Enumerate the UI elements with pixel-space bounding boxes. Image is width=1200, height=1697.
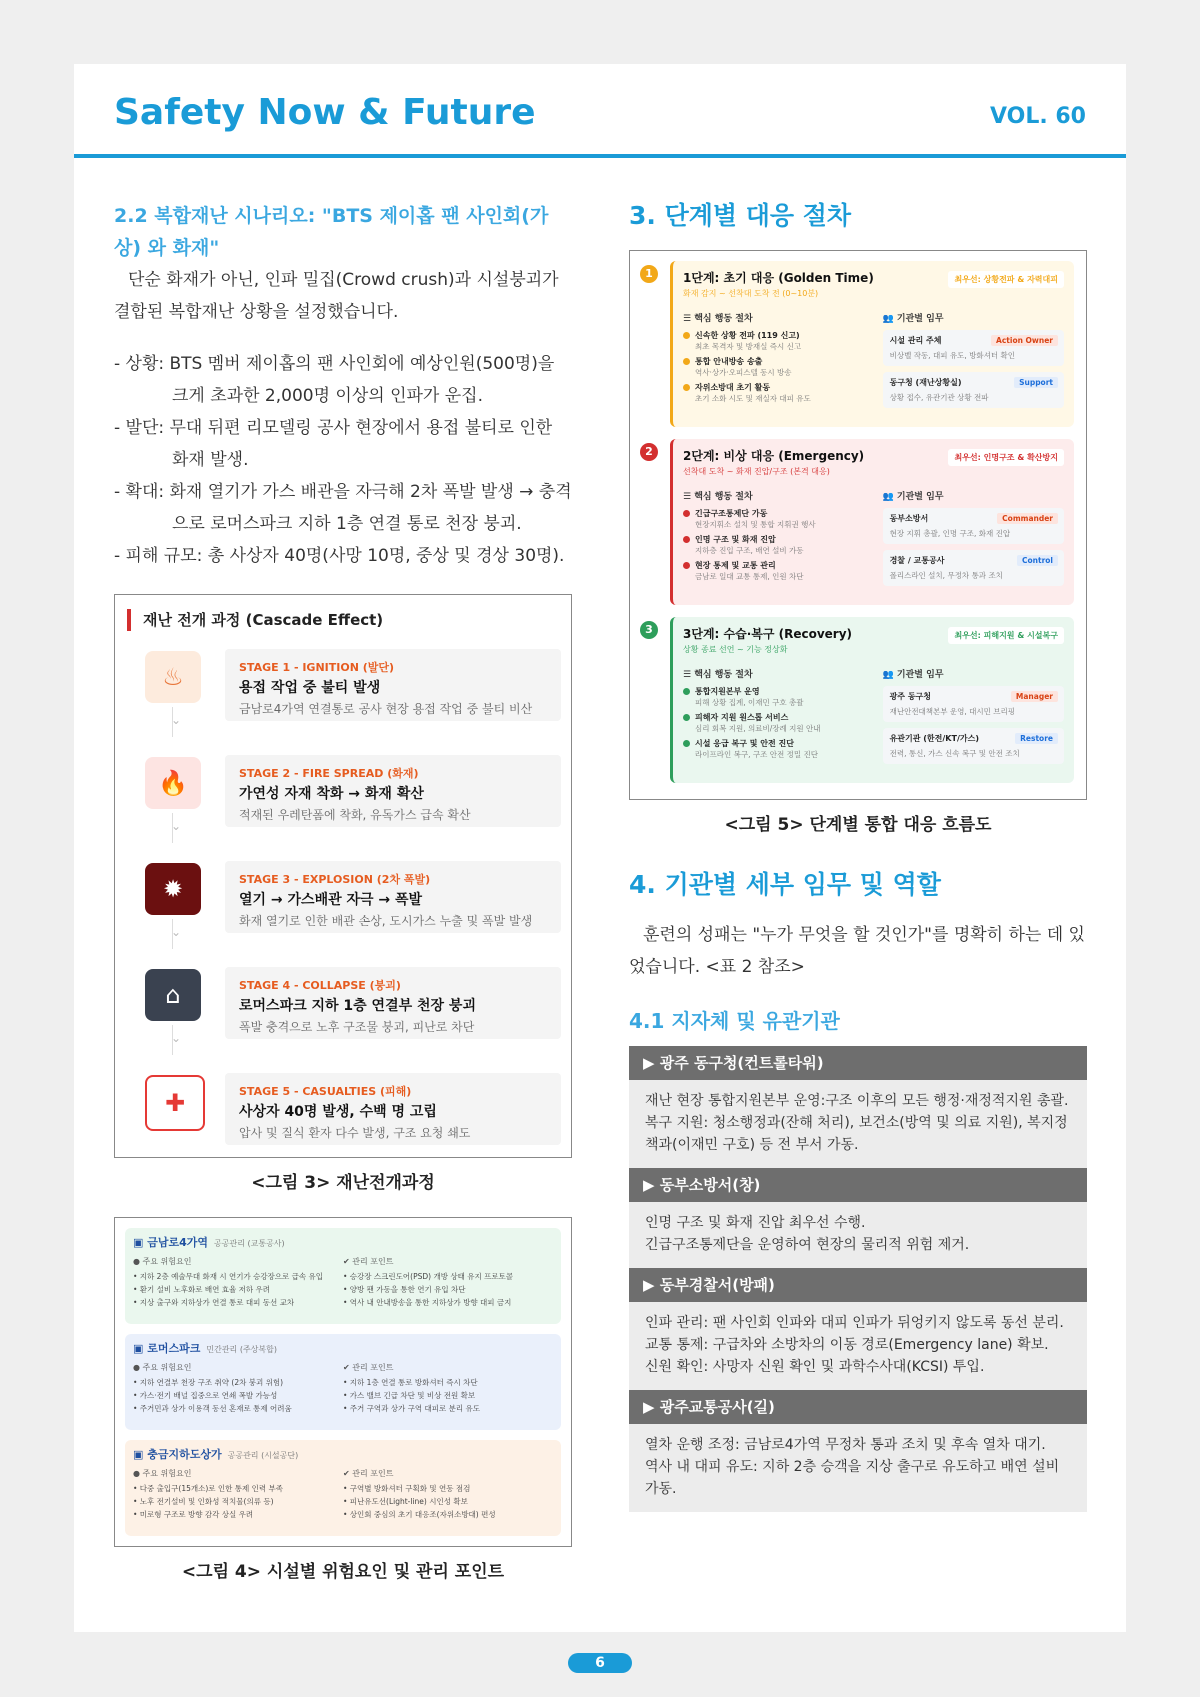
risk-label [133,1256,343,1267]
agency-block [629,1168,1087,1268]
agency-block-body [629,1302,1087,1390]
agency-description: 전력, 통신, 가스 신속 복구 및 안전 조치 [889,749,1020,758]
priority-badge: 최우선: 피해지원 & 시설복구 [948,627,1064,644]
agency-name: 유관기관 (한전/KT/가스) [889,734,979,743]
action-label: ☰ 핵심 행동 절차 [683,670,753,680]
cascade-stage [125,861,561,949]
risk-label [133,1362,343,1373]
phase-title: 2단계: 비상 대응 (Emergency) [683,449,865,463]
right-column [629,200,1087,1512]
agency-card [883,330,1064,366]
scenario-bullet: - 발단: 무대 뒤편 리모델링 공사 현장에서 용접 불티로 인한 화재 발생. [114,418,553,470]
agency-block-header: ▶ 광주교통공사(길) [629,1390,1087,1424]
agency-description: 폴리스라인 설치, 무정차 통과 조치 [889,571,1003,580]
check-circle-icon [683,332,690,339]
section-4-heading: 4. 기관별 세부 임무 및 역할 [629,870,941,899]
management-item: • 주거 구역과 상가 구역 대피로 분리 유도 [343,1404,481,1413]
action-item [683,534,883,545]
facility-figure [114,1217,572,1547]
risk-item: • 미로형 구조로 방향 감각 상실 우려 [133,1510,254,1519]
response-flow-figure [629,250,1087,800]
agency-column [883,489,1064,592]
action-detail: 라이프라인 복구, 구조 안전 정밀 진단 [695,750,818,759]
agency-blocks [629,1046,1087,1512]
check-circle-icon [683,688,690,695]
agency-card [883,508,1064,544]
agency-card [883,372,1064,408]
scenario-bullet: - 확대: 화재 열기가 가스 배관을 자극해 2차 폭발 발생 → 충격으로 로머스파크 지하 1층 연결 통로 천장 붕괴. [114,482,572,534]
scenario-bullet: - 상황: BTS 멤버 제이홉의 팬 사인회에 예상인원(500명)을 크게 초과한 2,000명 이상의 인파가 운집. [114,354,555,406]
phase-body [683,311,1064,414]
agency-name: 시설 관리 주체 [889,336,942,345]
check-icon: ✔ [343,1363,353,1372]
management-item: • 승강장 스크린도어(PSD) 개방 상태 유지 프로토콜 [343,1272,514,1281]
action-title: 현장 통제 및 교통 관리 [695,561,776,570]
action-label: ☰ 핵심 행동 절차 [683,314,753,324]
stage-card [225,649,561,721]
management-label [343,1256,553,1267]
agency-duty-line: 재난 현장 통합지원본부 운영:구조 이후의 모든 행정·재정적지원 총괄. [645,1093,1069,1109]
check-circle-icon [683,510,690,517]
check-circle-icon [683,740,690,747]
risk-item: • 주거민과 상가 이용객 동선 혼재로 통제 어려움 [133,1404,292,1413]
publication-title: Safety Now & Future [114,92,536,133]
figure-5-caption: <그림 5> 단계별 통합 대응 흐름도 [724,815,992,835]
action-item [683,330,883,341]
response-phase [640,617,1074,789]
management-column [343,1468,553,1521]
explosion-icon: ✹ [145,863,201,915]
agency-role-badge: Control [1017,555,1058,566]
figure-3-caption: <그림 3> 재난전개과정 [251,1173,435,1193]
stage-title: 가연성 자재 착화 → 화재 확산 [239,786,424,802]
agency-card [883,728,1064,764]
building-icon: ▣ [133,1236,148,1249]
risk-label [133,1468,343,1479]
facility-section [125,1228,561,1324]
phase-number: 3 [640,621,658,639]
section-2-2-heading: 2.2 복합재난 시나리오: "BTS 제이홉 팬 사인회(가상) 와 화재" [114,205,549,259]
agency-label: 👥 기관별 임무 [882,492,944,502]
agency-label: 👥 기관별 임무 [882,670,944,680]
action-detail: 최초 목격자 및 방재실 즉시 신고 [695,342,802,351]
stage-title: 용접 작업 중 불티 발생 [239,680,381,696]
agency-duty-line: 인명 구조 및 화재 진압 최우선 수행. [645,1215,866,1231]
stage-description: 압사 및 질식 환자 다수 발생, 구조 요청 쇄도 [239,1126,471,1140]
agency-name: 동부소방서 [889,514,929,523]
action-detail: 피해 상황 집계, 이재민 구호 총괄 [695,698,804,707]
agency-role-badge: Support [1014,377,1058,388]
agency-role-badge: Manager [1011,691,1058,702]
warning-icon: ● [133,1469,143,1478]
cascade-stage [125,649,561,737]
management-item: • 역사 내 안내방송을 통한 지하상가 방향 대피 금지 [343,1298,512,1307]
check-circle-icon [683,358,690,365]
action-label: ☰ 핵심 행동 절차 [683,492,753,502]
risk-item: • 노후 전기설비 및 인화성 적치물(의류 등) [133,1497,274,1506]
action-title: 시설 응급 복구 및 안전 진단 [695,739,794,748]
risk-column [133,1362,343,1415]
cascade-stage [125,755,561,843]
management-label-text: 관리 포인트 [352,1469,394,1478]
action-title: 신속한 상황 전파 (119 신고) [695,331,800,340]
agency-role-badge: Action Owner [991,335,1058,346]
stage-title: 열기 → 가스배관 자극 → 폭발 [239,892,423,908]
stage-description: 적재된 우레탄폼에 착화, 유독가스 급속 확산 [239,808,471,822]
action-title: 자위소방대 초기 활동 [695,383,771,392]
stage-card [225,755,561,827]
facility-tag: 공공관리 (시설공단) [227,1451,299,1460]
action-detail: 현장지휘소 설치 및 통합 지휘권 행사 [695,520,816,529]
phase-title: 1단계: 초기 대응 (Golden Time) [683,271,874,285]
risk-item: • 환기 설비 노후화로 배연 효율 저하 우려 [133,1285,271,1294]
facility-section [125,1334,561,1430]
flame-icon: 🔥 [145,757,201,809]
chevron-down-icon: ⌄ [171,713,182,727]
fire-alert-icon: ♨ [145,651,201,703]
facility-name-text: 로머스파크 [147,1342,201,1355]
scenario-bullet: - 피해 규모: 총 사상자 40명(사망 10명, 중상 및 경상 30명). [114,546,565,566]
agency-block [629,1390,1087,1512]
risk-column [133,1468,343,1521]
volume-number: VOL. 60 [990,104,1086,129]
agency-block [629,1268,1087,1390]
action-item [683,738,883,749]
facility-name [133,1234,553,1250]
phase-subtitle: 선착대 도착 ~ 화재 진압/구조 (본격 대응) [683,467,830,476]
facility-columns [133,1362,553,1415]
action-title: 피해자 지원 원스톱 서비스 [695,713,789,722]
agency-duty-line: 열차 운행 조정: 금남로4가역 무정차 통과 조치 및 후속 열차 대기. [645,1437,1046,1453]
phase-card [670,261,1074,427]
management-item: • 구역별 방화셔터 구획화 및 연동 점검 [343,1484,471,1493]
ambulance-icon: ✚ [145,1075,205,1131]
chevron-down-icon: ⌄ [171,819,182,833]
agency-block-body [629,1080,1087,1168]
stage-tag: STAGE 2 - FIRE SPREAD (화재) [239,767,419,780]
risk-label-text: 주요 위험요인 [142,1363,192,1372]
response-phase [640,439,1074,611]
risk-item: • 지상 출구와 지하상가 연결 통로 대피 동선 교차 [133,1298,295,1307]
phase-body [683,489,1064,592]
priority-badge: 최우선: 상황전파 & 자력대피 [948,271,1064,288]
stage-title: 사상자 40명 발생, 수백 명 고립 [239,1104,437,1120]
agency-description: 상황 접수, 유관기관 상황 전파 [889,393,989,402]
phase-number: 2 [640,443,658,461]
risk-item: • 지하 연결부 천장 구조 취약 (2차 붕괴 위험) [133,1378,284,1387]
house-collapse-icon: ⌂ [145,969,201,1021]
stage-tag: STAGE 4 - COLLAPSE (붕괴) [239,979,401,992]
agency-duty-line: 역사 내 대피 유도: 지하 2층 승객을 지상 출구로 유도하고 배연 설비 가동. [645,1459,1060,1497]
agency-role-badge: Commander [997,513,1058,524]
agency-block-header: ▶ 광주 동구청(컨트롤타워) [629,1046,1087,1080]
action-item [683,560,883,571]
action-detail: 초기 소화 시도 및 재실자 대피 유도 [695,394,811,403]
cascade-stages [125,649,561,1161]
facility-name-text: 충금지하도상가 [147,1448,222,1461]
facility-section [125,1440,561,1536]
check-circle-icon [683,714,690,721]
phase-number: 1 [640,265,658,283]
action-detail: 지하층 진입 구조, 배연 설비 가동 [695,546,804,555]
page [74,64,1126,1632]
action-item [683,712,883,723]
section-4-intro: 훈련의 성패는 "누가 무엇을 할 것인가"를 명확히 하는 데 있었습니다. <표 2 참조> [629,925,1085,977]
agency-block-header: ▶ 동부경찰서(방패) [629,1268,1087,1302]
action-column [683,667,883,770]
risk-label-text: 주요 위험요인 [142,1469,192,1478]
management-label-text: 관리 포인트 [352,1363,394,1372]
management-label-text: 관리 포인트 [352,1257,394,1266]
agency-duty-line: 복구 지원: 청소행정과(잔해 처리), 보건소(방역 및 의료 지원), 복지정책과(이재민 구호) 등 전 부서 가동. [645,1115,1068,1153]
agency-duty-line: 신원 확인: 사망자 신원 확인 및 과학수사대(KCSI) 투입. [645,1359,985,1375]
action-title: 인명 구조 및 화재 진압 [695,535,776,544]
building-icon: ▣ [133,1342,148,1355]
action-detail: 금남로 일대 교통 통제, 인원 차단 [695,572,804,581]
agency-card [883,686,1064,722]
management-label [343,1362,553,1373]
risk-item: • 다중 출입구(15개소)로 인한 통제 인력 부족 [133,1484,284,1493]
cascade-figure [114,594,572,1158]
management-column [343,1362,553,1415]
facility-sections [125,1228,561,1536]
agency-role-badge: Restore [1015,733,1058,744]
check-circle-icon [683,536,690,543]
action-item [683,686,883,697]
stage-tag: STAGE 3 - EXPLOSION (2차 폭발) [239,873,431,886]
management-item: • 가스 밸브 긴급 차단 및 비상 전원 확보 [343,1391,476,1400]
agency-duty-line: 긴급구조통제단을 운영하여 현장의 물리적 위험 제거. [645,1237,970,1253]
action-item [683,356,883,367]
check-icon: ✔ [343,1257,353,1266]
agency-name: 경찰 / 교통공사 [889,556,945,565]
agency-block [629,1046,1087,1168]
building-icon: ▣ [133,1448,148,1461]
facility-name [133,1446,553,1462]
agency-duty-line: 인파 관리: 팬 사인회 인파와 대피 인파가 뒤엉키지 않도록 동선 분리. [645,1315,1064,1331]
phase-card [670,439,1074,605]
agency-block-header: ▶ 동부소방서(창) [629,1168,1087,1202]
page-number: 6 [568,1653,632,1673]
facility-columns [133,1468,553,1521]
warning-icon: ● [133,1257,143,1266]
phase-body [683,667,1064,770]
risk-column [133,1256,343,1309]
phase-subtitle: 상황 종료 선언 ~ 기능 정상화 [683,645,788,654]
section-4-1-heading: 4.1 지자체 및 유관기관 [629,1009,840,1033]
action-detail: 심리 회복 지원, 의료비/장례 지원 안내 [695,724,821,733]
check-icon: ✔ [343,1469,353,1478]
agency-description: 재난안전대책본부 운영, 대시민 브리핑 [889,707,1016,716]
agency-description: 비상벨 작동, 대피 유도, 방화셔터 확인 [889,351,1015,360]
stage-description: 폭발 충격으로 노후 구조물 붕괴, 피난로 차단 [239,1020,475,1034]
management-item: • 양방 팬 가동을 통한 연기 유입 차단 [343,1285,466,1294]
stage-tag: STAGE 5 - CASUALTIES (피해) [239,1085,412,1098]
phase-card [670,617,1074,783]
risk-label-text: 주요 위험요인 [142,1257,192,1266]
figure-4-caption: <그림 4> 시설별 위험요인 및 관리 포인트 [181,1562,505,1582]
page-header [74,64,1126,158]
agency-duty-line: 교통 통제: 구급차와 소방차의 이동 경로(Emergency lane) 확보. [645,1337,1049,1353]
cascade-title: 재난 전개 과정 (Cascade Effect) [127,609,561,631]
facility-columns [133,1256,553,1309]
phase-subtitle: 화재 감지 ~ 선착대 도착 전 (0~10분) [683,289,819,298]
action-title: 통합지원본부 운영 [695,687,760,696]
agency-label: 👥 기관별 임무 [882,314,944,324]
stage-card [225,967,561,1039]
agency-block-body [629,1202,1087,1268]
management-item: • 피난유도선(Light-line) 시인성 확보 [343,1497,468,1506]
warning-icon: ● [133,1363,143,1372]
management-column [343,1256,553,1309]
agency-column [883,667,1064,770]
stage-description: 금남로4가역 연결통로 공사 현장 용접 작업 중 불티 비산 [239,702,533,716]
check-circle-icon [683,384,690,391]
risk-item: • 지하 2층 예술무대 화재 시 연기가 승강장으로 급속 유입 [133,1272,324,1281]
agency-description: 현장 지휘 총괄, 인명 구조, 화재 진압 [889,529,1011,538]
cascade-stage [125,1073,561,1161]
action-detail: 역사·상가·오피스텔 동시 방송 [695,368,792,377]
priority-badge: 최우선: 인명구조 & 확산방지 [948,449,1064,466]
management-item: • 상인회 중심의 초기 대응조(자위소방대) 편성 [343,1510,496,1519]
facility-name [133,1340,553,1356]
risk-item: • 가스·전기 배널 집중으로 연쇄 폭발 가능성 [133,1391,278,1400]
cascade-stage [125,967,561,1055]
phase-title: 3단계: 수습·복구 (Recovery) [683,627,853,641]
action-title: 긴급구조통제단 가동 [695,509,768,518]
response-phase [640,261,1074,433]
check-circle-icon [683,562,690,569]
section-2-2-intro: 단순 화재가 아닌, 인파 밀집(Crowd crush)과 시설붕괴가 결합된 복합재난 상황을 설정했습니다. [114,270,559,322]
stage-title: 로머스파크 지하 1층 연결부 천장 붕괴 [239,998,476,1014]
left-column [114,200,572,1582]
section-3-heading: 3. 단계별 대응 절차 [629,201,852,230]
scenario-bullets [114,348,572,572]
management-item: • 지하 1층 연결 통로 방화셔터 즉시 차단 [343,1378,478,1387]
stage-card [225,861,561,933]
facility-tag: 공공관리 (교통공사) [214,1239,285,1248]
agency-card [883,550,1064,586]
action-column [683,311,883,414]
chevron-down-icon: ⌄ [171,925,182,939]
facility-tag: 민간관리 (주상복합) [206,1345,277,1354]
action-item [683,508,883,519]
agency-column [883,311,1064,414]
management-label [343,1468,553,1479]
response-phases [640,261,1074,789]
chevron-down-icon: ⌄ [171,1031,182,1045]
agency-name: 광주 동구청 [889,692,932,701]
agency-block-body [629,1424,1087,1512]
facility-name-text: 금남로4가역 [147,1236,209,1249]
action-item [683,382,883,393]
stage-description: 화재 열기로 인한 배관 손상, 도시가스 누출 및 폭발 발생 [239,914,533,928]
agency-name: 동구청 (재난상황실) [889,378,962,387]
stage-tag: STAGE 1 - IGNITION (발단) [239,661,395,674]
action-column [683,489,883,592]
stage-card [225,1073,561,1145]
action-title: 통합 안내방송 송출 [695,357,763,366]
